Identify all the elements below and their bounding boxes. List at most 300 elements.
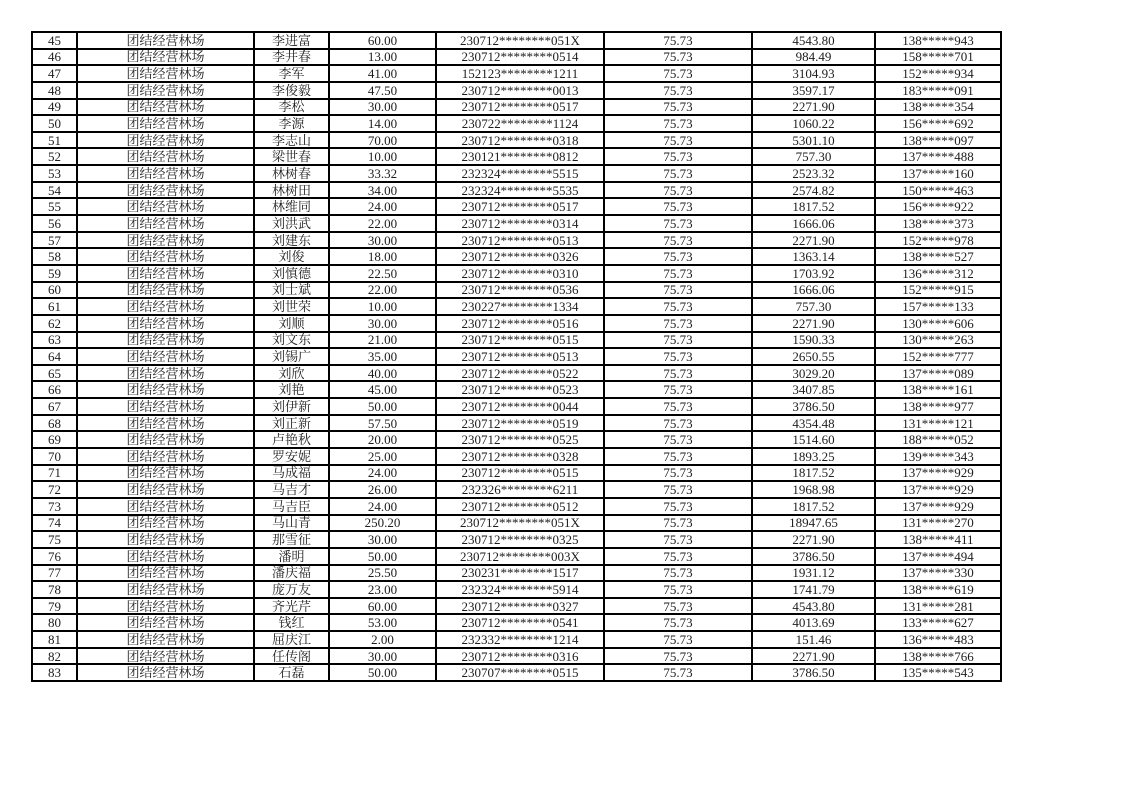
row-number-cell: 45 (32, 32, 77, 49)
person-name-cell: 刘洪武 (254, 215, 329, 232)
phone-cell: 130*****606 (875, 315, 1001, 332)
amount-cell: 4543.80 (752, 598, 875, 615)
phone-cell: 138*****097 (875, 132, 1001, 149)
id-number-cell: 230712********0541 (436, 614, 604, 631)
table-row (32, 165, 1001, 182)
table-row (32, 515, 1001, 532)
unit-price-cell: 75.73 (604, 248, 752, 265)
area-cell: 20.00 (329, 431, 436, 448)
person-name-cell: 钱红 (254, 614, 329, 631)
person-name-cell: 李志山 (254, 132, 329, 149)
phone-cell: 138*****161 (875, 381, 1001, 398)
phone-cell: 138*****354 (875, 99, 1001, 116)
unit-price-cell: 75.73 (604, 381, 752, 398)
id-number-cell: 230712********0517 (436, 198, 604, 215)
phone-cell: 137*****160 (875, 165, 1001, 182)
id-number-cell: 230712********0522 (436, 365, 604, 382)
amount-cell: 2271.90 (752, 315, 875, 332)
row-number-cell: 65 (32, 365, 77, 382)
farm-name-cell: 团结经营林场 (77, 298, 254, 315)
area-cell: 26.00 (329, 481, 436, 498)
unit-price-cell: 75.73 (604, 431, 752, 448)
phone-cell: 150*****463 (875, 182, 1001, 199)
person-name-cell: 刘慎德 (254, 265, 329, 282)
amount-cell: 5301.10 (752, 132, 875, 149)
row-number-cell: 74 (32, 515, 77, 532)
amount-cell: 1931.12 (752, 565, 875, 582)
phone-cell: 188*****052 (875, 431, 1001, 448)
id-number-cell: 230712********0316 (436, 648, 604, 665)
person-name-cell: 刘伊新 (254, 398, 329, 415)
table-row (32, 431, 1001, 448)
person-name-cell: 罗安妮 (254, 448, 329, 465)
table-row (32, 548, 1001, 565)
phone-cell: 138*****527 (875, 248, 1001, 265)
unit-price-cell: 75.73 (604, 664, 752, 681)
table-row (32, 348, 1001, 365)
person-name-cell: 石磊 (254, 664, 329, 681)
person-name-cell: 齐光芹 (254, 598, 329, 615)
area-cell: 24.00 (329, 465, 436, 482)
row-number-cell: 73 (32, 498, 77, 515)
area-cell: 30.00 (329, 531, 436, 548)
phone-cell: 137*****488 (875, 148, 1001, 165)
farm-name-cell: 团结经营林场 (77, 65, 254, 82)
person-name-cell: 马山青 (254, 515, 329, 532)
phone-cell: 136*****483 (875, 631, 1001, 648)
id-number-cell: 230712********0519 (436, 415, 604, 432)
unit-price-cell: 75.73 (604, 465, 752, 482)
id-number-cell: 230712********0044 (436, 398, 604, 415)
amount-cell: 2650.55 (752, 348, 875, 365)
id-number-cell: 230712********0013 (436, 82, 604, 99)
id-number-cell: 230231********1517 (436, 565, 604, 582)
id-number-cell: 232326********6211 (436, 481, 604, 498)
id-number-cell: 232324********5515 (436, 165, 604, 182)
table-row (32, 381, 1001, 398)
amount-cell: 1060.22 (752, 115, 875, 132)
farm-name-cell: 团结经营林场 (77, 348, 254, 365)
row-number-cell: 72 (32, 481, 77, 498)
table-row (32, 182, 1001, 199)
unit-price-cell: 75.73 (604, 49, 752, 66)
farm-name-cell: 团结经营林场 (77, 598, 254, 615)
area-cell: 34.00 (329, 182, 436, 199)
area-cell: 24.00 (329, 498, 436, 515)
phone-cell: 137*****929 (875, 465, 1001, 482)
area-cell: 10.00 (329, 148, 436, 165)
farm-name-cell: 团结经营林场 (77, 215, 254, 232)
farm-name-cell: 团结经营林场 (77, 148, 254, 165)
area-cell: 30.00 (329, 99, 436, 116)
area-cell: 14.00 (329, 115, 436, 132)
person-name-cell: 那雪征 (254, 531, 329, 548)
row-number-cell: 47 (32, 65, 77, 82)
farm-name-cell: 团结经营林场 (77, 481, 254, 498)
unit-price-cell: 75.73 (604, 198, 752, 215)
person-name-cell: 刘建东 (254, 232, 329, 249)
unit-price-cell: 75.73 (604, 298, 752, 315)
farm-name-cell: 团结经营林场 (77, 581, 254, 598)
row-number-cell: 61 (32, 298, 77, 315)
id-number-cell: 230712********003X (436, 548, 604, 565)
person-name-cell: 林维同 (254, 198, 329, 215)
table-row (32, 99, 1001, 116)
row-number-cell: 49 (32, 99, 77, 116)
id-number-cell: 230712********0325 (436, 531, 604, 548)
unit-price-cell: 75.73 (604, 648, 752, 665)
table-row (32, 298, 1001, 315)
id-number-cell: 230712********0514 (436, 49, 604, 66)
table-row (32, 498, 1001, 515)
phone-cell: 130*****263 (875, 332, 1001, 349)
phone-cell: 152*****978 (875, 232, 1001, 249)
person-name-cell: 潘庆福 (254, 565, 329, 582)
person-name-cell: 刘锡广 (254, 348, 329, 365)
phone-cell: 158*****701 (875, 49, 1001, 66)
farm-name-cell: 团结经营林场 (77, 165, 254, 182)
area-cell: 33.32 (329, 165, 436, 182)
person-name-cell: 李源 (254, 115, 329, 132)
area-cell: 13.00 (329, 49, 436, 66)
farm-name-cell: 团结经营林场 (77, 115, 254, 132)
amount-cell: 3786.50 (752, 664, 875, 681)
id-number-cell: 230712********0525 (436, 431, 604, 448)
unit-price-cell: 75.73 (604, 481, 752, 498)
row-number-cell: 83 (32, 664, 77, 681)
farm-name-cell: 团结经营林场 (77, 365, 254, 382)
table-row (32, 598, 1001, 615)
person-name-cell: 刘顺 (254, 315, 329, 332)
farm-name-cell: 团结经营林场 (77, 664, 254, 681)
unit-price-cell: 75.73 (604, 265, 752, 282)
unit-price-cell: 75.73 (604, 415, 752, 432)
person-name-cell: 马成福 (254, 465, 329, 482)
amount-cell: 4543.80 (752, 32, 875, 49)
row-number-cell: 48 (32, 82, 77, 99)
unit-price-cell: 75.73 (604, 498, 752, 515)
person-name-cell: 李进富 (254, 32, 329, 49)
row-number-cell: 64 (32, 348, 77, 365)
amount-cell: 2574.82 (752, 182, 875, 199)
row-number-cell: 53 (32, 165, 77, 182)
unit-price-cell: 75.73 (604, 348, 752, 365)
amount-cell: 1363.14 (752, 248, 875, 265)
phone-cell: 137*****330 (875, 565, 1001, 582)
amount-cell: 3786.50 (752, 548, 875, 565)
row-number-cell: 80 (32, 614, 77, 631)
area-cell: 250.20 (329, 515, 436, 532)
phone-cell: 137*****089 (875, 365, 1001, 382)
amount-cell: 3104.93 (752, 65, 875, 82)
farm-name-cell: 团结经营林场 (77, 565, 254, 582)
area-cell: 22.00 (329, 282, 436, 299)
farm-name-cell: 团结经营林场 (77, 132, 254, 149)
phone-cell: 152*****934 (875, 65, 1001, 82)
area-cell: 2.00 (329, 631, 436, 648)
farm-name-cell: 团结经营林场 (77, 32, 254, 49)
phone-cell: 138*****766 (875, 648, 1001, 665)
phone-cell: 131*****121 (875, 415, 1001, 432)
id-number-cell: 230712********0310 (436, 265, 604, 282)
phone-cell: 131*****270 (875, 515, 1001, 532)
unit-price-cell: 75.73 (604, 132, 752, 149)
person-name-cell: 刘世荣 (254, 298, 329, 315)
unit-price-cell: 75.73 (604, 65, 752, 82)
table-row (32, 565, 1001, 582)
row-number-cell: 59 (32, 265, 77, 282)
person-name-cell: 林树春 (254, 165, 329, 182)
amount-cell: 2271.90 (752, 99, 875, 116)
person-name-cell: 任传阁 (254, 648, 329, 665)
farm-name-cell: 团结经营林场 (77, 282, 254, 299)
id-number-cell: 230712********0516 (436, 315, 604, 332)
area-cell: 70.00 (329, 132, 436, 149)
area-cell: 50.00 (329, 548, 436, 565)
table-row (32, 132, 1001, 149)
id-number-cell: 230712********0536 (436, 282, 604, 299)
table-row (32, 398, 1001, 415)
table-row (32, 481, 1001, 498)
id-number-cell: 232324********5535 (436, 182, 604, 199)
area-cell: 53.00 (329, 614, 436, 631)
amount-cell: 2271.90 (752, 648, 875, 665)
table-row (32, 448, 1001, 465)
amount-cell: 3597.17 (752, 82, 875, 99)
row-number-cell: 66 (32, 381, 77, 398)
row-number-cell: 70 (32, 448, 77, 465)
farm-name-cell: 团结经营林场 (77, 415, 254, 432)
unit-price-cell: 75.73 (604, 365, 752, 382)
person-name-cell: 李松 (254, 99, 329, 116)
row-number-cell: 82 (32, 648, 77, 665)
phone-cell: 131*****281 (875, 598, 1001, 615)
amount-cell: 1666.06 (752, 282, 875, 299)
amount-cell: 757.30 (752, 148, 875, 165)
id-number-cell: 230712********0515 (436, 465, 604, 482)
unit-price-cell: 75.73 (604, 531, 752, 548)
phone-cell: 138*****943 (875, 32, 1001, 49)
row-number-cell: 56 (32, 215, 77, 232)
table-row (32, 631, 1001, 648)
phone-cell: 137*****929 (875, 498, 1001, 515)
farm-name-cell: 团结经营林场 (77, 265, 254, 282)
unit-price-cell: 75.73 (604, 148, 752, 165)
row-number-cell: 71 (32, 465, 77, 482)
person-name-cell: 刘正新 (254, 415, 329, 432)
farm-name-cell: 团结经营林场 (77, 198, 254, 215)
phone-cell: 138*****619 (875, 581, 1001, 598)
person-name-cell: 潘明 (254, 548, 329, 565)
amount-cell: 1817.52 (752, 465, 875, 482)
id-number-cell: 230712********0314 (436, 215, 604, 232)
table-row (32, 315, 1001, 332)
unit-price-cell: 75.73 (604, 332, 752, 349)
id-number-cell: 230712********0517 (436, 99, 604, 116)
row-number-cell: 81 (32, 631, 77, 648)
unit-price-cell: 75.73 (604, 565, 752, 582)
id-number-cell: 230121********0812 (436, 148, 604, 165)
farm-name-cell: 团结经营林场 (77, 515, 254, 532)
row-number-cell: 68 (32, 415, 77, 432)
unit-price-cell: 75.73 (604, 182, 752, 199)
id-number-cell: 232332********1214 (436, 631, 604, 648)
row-number-cell: 55 (32, 198, 77, 215)
amount-cell: 1817.52 (752, 498, 875, 515)
farm-name-cell: 团结经营林场 (77, 82, 254, 99)
area-cell: 40.00 (329, 365, 436, 382)
area-cell: 50.00 (329, 664, 436, 681)
unit-price-cell: 75.73 (604, 448, 752, 465)
unit-price-cell: 75.73 (604, 315, 752, 332)
id-number-cell: 232324********5914 (436, 581, 604, 598)
person-name-cell: 李军 (254, 65, 329, 82)
phone-cell: 183*****091 (875, 82, 1001, 99)
amount-cell: 4013.69 (752, 614, 875, 631)
area-cell: 10.00 (329, 298, 436, 315)
area-cell: 35.00 (329, 348, 436, 365)
phone-cell: 156*****922 (875, 198, 1001, 215)
id-number-cell: 230712********0513 (436, 348, 604, 365)
phone-cell: 157*****133 (875, 298, 1001, 315)
row-number-cell: 79 (32, 598, 77, 615)
farm-name-cell: 团结经营林场 (77, 332, 254, 349)
amount-cell: 3786.50 (752, 398, 875, 415)
unit-price-cell: 75.73 (604, 282, 752, 299)
table-row (32, 332, 1001, 349)
unit-price-cell: 75.73 (604, 99, 752, 116)
id-number-cell: 230712********0523 (436, 381, 604, 398)
row-number-cell: 69 (32, 431, 77, 448)
person-name-cell: 刘文东 (254, 332, 329, 349)
table-row (32, 365, 1001, 382)
amount-cell: 984.49 (752, 49, 875, 66)
amount-cell: 1666.06 (752, 215, 875, 232)
farm-name-cell: 团结经营林场 (77, 99, 254, 116)
person-name-cell: 梁世春 (254, 148, 329, 165)
farm-name-cell: 团结经营林场 (77, 315, 254, 332)
table-row (32, 148, 1001, 165)
amount-cell: 1893.25 (752, 448, 875, 465)
phone-cell: 137*****929 (875, 481, 1001, 498)
unit-price-cell: 75.73 (604, 581, 752, 598)
phone-cell: 137*****494 (875, 548, 1001, 565)
unit-price-cell: 75.73 (604, 398, 752, 415)
person-name-cell: 李井春 (254, 49, 329, 66)
id-number-cell: 230722********1124 (436, 115, 604, 132)
row-number-cell: 52 (32, 148, 77, 165)
row-number-cell: 46 (32, 49, 77, 66)
person-name-cell: 庞万友 (254, 581, 329, 598)
row-number-cell: 67 (32, 398, 77, 415)
table-row (32, 49, 1001, 66)
phone-cell: 138*****373 (875, 215, 1001, 232)
phone-cell: 156*****692 (875, 115, 1001, 132)
row-number-cell: 78 (32, 581, 77, 598)
farm-name-cell: 团结经营林场 (77, 531, 254, 548)
person-name-cell: 刘俊 (254, 248, 329, 265)
person-name-cell: 林树田 (254, 182, 329, 199)
person-name-cell: 李俊毅 (254, 82, 329, 99)
unit-price-cell: 75.73 (604, 232, 752, 249)
unit-price-cell: 75.73 (604, 548, 752, 565)
id-number-cell: 230712********0515 (436, 332, 604, 349)
row-number-cell: 75 (32, 531, 77, 548)
id-number-cell: 230712********051X (436, 32, 604, 49)
farm-name-cell: 团结经营林场 (77, 182, 254, 199)
amount-cell: 18947.65 (752, 515, 875, 532)
area-cell: 41.00 (329, 65, 436, 82)
table-row (32, 82, 1001, 99)
amount-cell: 757.30 (752, 298, 875, 315)
person-name-cell: 卢艳秋 (254, 431, 329, 448)
area-cell: 60.00 (329, 598, 436, 615)
table-row (32, 664, 1001, 681)
row-number-cell: 57 (32, 232, 77, 249)
area-cell: 25.00 (329, 448, 436, 465)
table-row (32, 581, 1001, 598)
table-row (32, 65, 1001, 82)
amount-cell: 1741.79 (752, 581, 875, 598)
unit-price-cell: 75.73 (604, 215, 752, 232)
area-cell: 18.00 (329, 248, 436, 265)
farm-name-cell: 团结经营林场 (77, 448, 254, 465)
phone-cell: 133*****627 (875, 614, 1001, 631)
table-row (32, 465, 1001, 482)
area-cell: 30.00 (329, 315, 436, 332)
unit-price-cell: 75.73 (604, 82, 752, 99)
amount-cell: 3029.20 (752, 365, 875, 382)
id-number-cell: 230227********1334 (436, 298, 604, 315)
unit-price-cell: 75.73 (604, 115, 752, 132)
table-row (32, 282, 1001, 299)
id-number-cell: 230712********0318 (436, 132, 604, 149)
person-name-cell: 屈庆江 (254, 631, 329, 648)
table-row (32, 415, 1001, 432)
area-cell: 30.00 (329, 648, 436, 665)
farm-name-cell: 团结经营林场 (77, 614, 254, 631)
row-number-cell: 76 (32, 548, 77, 565)
phone-cell: 138*****411 (875, 531, 1001, 548)
farm-name-cell: 团结经营林场 (77, 465, 254, 482)
amount-cell: 3407.85 (752, 381, 875, 398)
phone-cell: 152*****915 (875, 282, 1001, 299)
area-cell: 50.00 (329, 398, 436, 415)
row-number-cell: 54 (32, 182, 77, 199)
row-number-cell: 60 (32, 282, 77, 299)
area-cell: 22.50 (329, 265, 436, 282)
payroll-table (31, 31, 1002, 682)
amount-cell: 2271.90 (752, 531, 875, 548)
person-name-cell: 马吉臣 (254, 498, 329, 515)
id-number-cell: 230712********0513 (436, 232, 604, 249)
area-cell: 25.50 (329, 565, 436, 582)
phone-cell: 139*****343 (875, 448, 1001, 465)
area-cell: 57.50 (329, 415, 436, 432)
id-number-cell: 152123********1211 (436, 65, 604, 82)
unit-price-cell: 75.73 (604, 32, 752, 49)
farm-name-cell: 团结经营林场 (77, 498, 254, 515)
person-name-cell: 刘士斌 (254, 282, 329, 299)
table-row (32, 198, 1001, 215)
table-body (32, 32, 1001, 681)
table-row (32, 248, 1001, 265)
unit-price-cell: 75.73 (604, 515, 752, 532)
farm-name-cell: 团结经营林场 (77, 431, 254, 448)
amount-cell: 2271.90 (752, 232, 875, 249)
phone-cell: 136*****312 (875, 265, 1001, 282)
row-number-cell: 58 (32, 248, 77, 265)
